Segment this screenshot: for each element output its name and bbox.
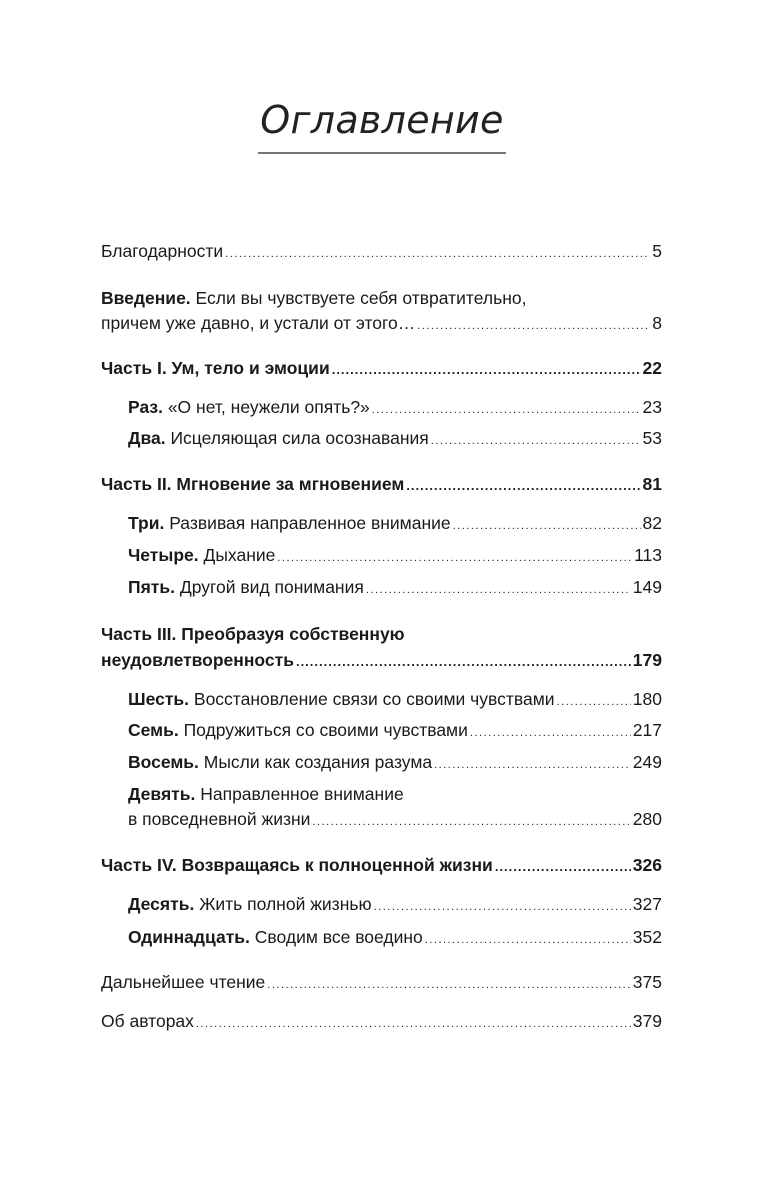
page-number: 23 — [642, 397, 662, 417]
toc-part-4[interactable] — [101, 853, 662, 879]
dot-leader — [406, 472, 640, 498]
chapter-number: Девять. — [128, 784, 196, 804]
page-number: 249 — [632, 752, 662, 772]
chapter-title: Развивая направленное внимание — [169, 513, 451, 533]
page-number: 379 — [632, 1011, 662, 1031]
dot-leader — [277, 543, 632, 570]
dot-leader — [425, 925, 631, 952]
dot-leader — [557, 687, 631, 714]
dot-leader — [332, 356, 641, 382]
toc-part-3[interactable] — [101, 648, 662, 674]
chapter-title: Исцеляющая сила осознавания — [170, 428, 429, 448]
part-label: Часть III. Преобразуя собственную — [101, 624, 405, 644]
page-number: 327 — [632, 894, 662, 914]
dot-leader — [453, 511, 641, 538]
toc-part-2[interactable] — [101, 472, 662, 498]
chapter-title: Сводим все воедино — [254, 927, 423, 947]
toc-chapter-6[interactable] — [128, 687, 662, 714]
toc-chapter-4[interactable] — [128, 543, 662, 570]
entry-bold-label: Введение. — [101, 288, 191, 308]
chapter-title: «О нет, неужели опять?» — [167, 397, 370, 417]
chapter-number: Десять. — [128, 894, 195, 914]
entry-label: Если вы чувствуете себя отвратительно, — [195, 288, 527, 308]
chapter-title: Другой вид понимания — [179, 577, 364, 597]
entry-label: Благодарности — [101, 241, 224, 261]
part-label: Часть IV. Возвращаясь к полноценной жизни — [101, 855, 493, 875]
page-number: 81 — [642, 474, 662, 494]
chapter-number: Раз. — [128, 397, 163, 417]
part-label: Часть I. Ум, тело и эмоции — [101, 358, 330, 378]
toc-entry-introduction[interactable] — [101, 311, 662, 338]
dot-leader — [312, 807, 630, 834]
page-number: 53 — [642, 428, 662, 448]
dot-leader — [225, 239, 650, 266]
page-title: Оглавление — [258, 98, 505, 154]
page-number: 22 — [642, 358, 662, 378]
dot-leader — [267, 970, 631, 997]
page-number: 280 — [632, 809, 662, 829]
toc-entry-introduction-line1[interactable] — [101, 286, 526, 310]
chapter-title: Мысли как создания разума — [203, 752, 433, 772]
chapter-number: Четыре. — [128, 545, 199, 565]
dot-leader — [372, 395, 641, 422]
dot-leader — [431, 426, 641, 453]
dot-leader — [495, 853, 631, 879]
entry-label: Дальнейшее чтение — [101, 972, 266, 992]
chapter-title: в повседневной жизни — [128, 809, 311, 829]
chapter-title: Направленное внимание — [200, 784, 404, 804]
page-number: 5 — [652, 241, 662, 261]
toc-part-1[interactable] — [101, 356, 662, 382]
entry-label: причем уже давно, и устали от этого… — [101, 313, 416, 333]
chapter-number: Пять. — [128, 577, 175, 597]
toc-chapter-3[interactable] — [128, 511, 662, 538]
chapter-number: Одиннадцать. — [128, 927, 250, 947]
page-number: 149 — [632, 577, 662, 597]
toc-entry-acknowledgements[interactable] — [101, 239, 662, 266]
page-number: 180 — [632, 689, 662, 709]
toc-chapter-2[interactable] — [128, 426, 662, 453]
dot-leader — [470, 718, 631, 745]
toc-chapter-9-line1[interactable] — [128, 782, 404, 806]
chapter-title: Жить полной жизнью — [199, 894, 372, 914]
toc-chapter-8[interactable] — [128, 750, 662, 777]
part-label: неудовлетворенность — [101, 650, 294, 670]
page-number: 8 — [652, 313, 662, 333]
chapter-number: Восемь. — [128, 752, 199, 772]
chapter-title: Восстановление связи со своими чувствами — [193, 689, 555, 709]
chapter-number: Три. — [128, 513, 165, 533]
page-number: 326 — [632, 855, 662, 875]
entry-label: Об авторах — [101, 1011, 194, 1031]
toc-chapter-10[interactable] — [128, 892, 662, 919]
chapter-number: Шесть. — [128, 689, 190, 709]
chapter-number: Два. — [128, 428, 166, 448]
dot-leader — [374, 892, 631, 919]
toc-chapter-9[interactable] — [128, 807, 662, 834]
chapter-number: Семь. — [128, 720, 179, 740]
dot-leader — [366, 575, 631, 602]
page-number: 179 — [632, 650, 662, 670]
page-number: 217 — [632, 720, 662, 740]
toc-part-3-line1[interactable] — [101, 622, 405, 646]
toc-entry-further-reading[interactable] — [101, 970, 662, 997]
chapter-title: Подружиться со своими чувствами — [183, 720, 468, 740]
page-number: 113 — [634, 545, 662, 565]
dot-leader — [196, 1009, 631, 1036]
toc-chapter-1[interactable] — [128, 395, 662, 422]
page-number: 375 — [632, 972, 662, 992]
page-number: 82 — [642, 513, 662, 533]
dot-leader — [434, 750, 631, 777]
toc-chapter-5[interactable] — [128, 575, 662, 602]
dot-leader — [417, 311, 650, 338]
chapter-title: Дыхание — [203, 545, 276, 565]
dot-leader — [296, 648, 631, 674]
part-label: Часть II. Мгновение за мгновением — [101, 474, 405, 494]
toc-chapter-11[interactable] — [128, 925, 662, 952]
toc-entry-about-authors[interactable] — [101, 1009, 662, 1036]
page-number: 352 — [632, 927, 662, 947]
toc-chapter-7[interactable] — [128, 718, 662, 745]
